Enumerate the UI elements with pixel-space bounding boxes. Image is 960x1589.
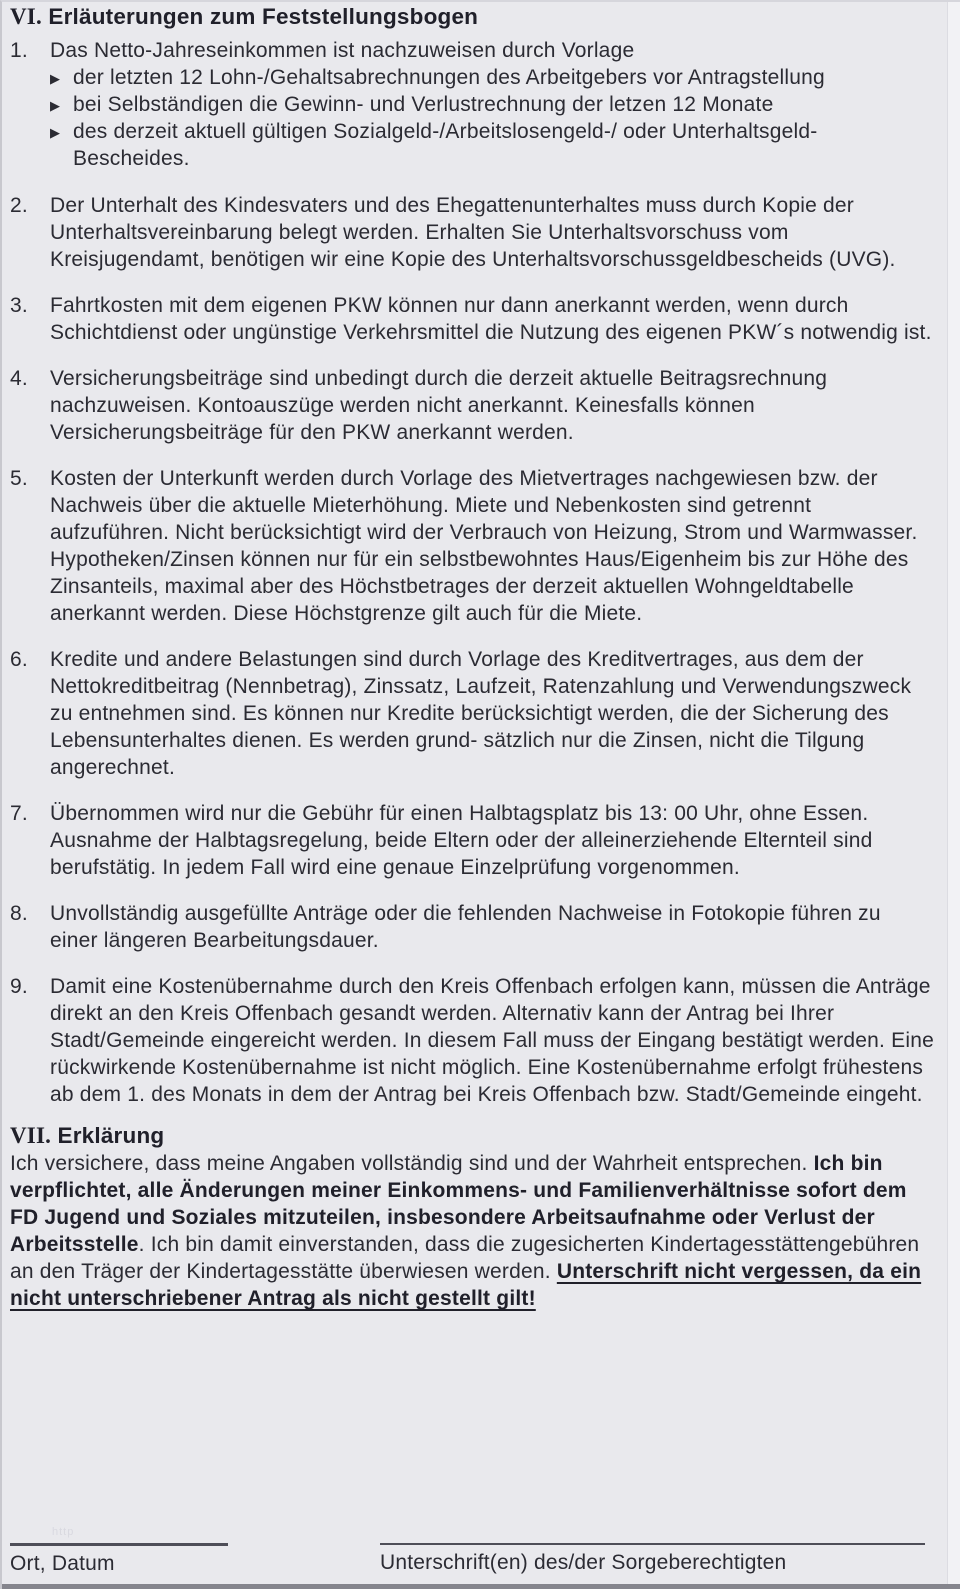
bullet-item <box>50 91 934 118</box>
bullet-list <box>50 64 934 172</box>
section-vi-title: Erläuterungen zum Feststellungsbogen <box>41 4 479 29</box>
signature-line-place-date <box>10 1543 228 1546</box>
item-text: Kredite und andere Belastungen sind durch Vorlage des Kreditvertrages, aus dem der Nettokreditbeitrag (Nennbetrag), Zinssatz, Laufzeit, Ratenzahlung und Verwendungszweck zu entnehmen sind. Es können nur Kredite berücksichtigt werden, die der Sicherung des Lebensunterhaltes dienen. Es werden grund- sätzlich nur die Zinsen, nicht die Tilgung angerechnet. <box>50 648 912 779</box>
bullet-text: bei Selbständigen die Gewinn- und Verlustrechnung der letzen 12 Monate <box>73 93 774 116</box>
signature-area <box>10 1526 934 1589</box>
section-vi-heading <box>10 4 934 30</box>
list-item-1 <box>10 37 934 172</box>
list-item-6 <box>10 646 934 781</box>
watermark-text: http <box>52 1526 75 1538</box>
section-vi-numeral: VI. <box>10 4 42 29</box>
declaration-run-4-bold-underline: Unterschrift nicht vergessen, da ein nicht unterschriebener Antrag als nicht gestellt gilt! <box>10 1260 922 1310</box>
item-text: Das Netto-Jahreseinkommen ist nachzuweisen durch Vorlage <box>50 39 635 62</box>
list-item-4 <box>10 365 934 446</box>
section-vii-heading <box>10 1123 934 1149</box>
bullet-item <box>50 118 934 172</box>
section-vii-numeral: VII. <box>10 1123 52 1148</box>
list-item-5 <box>10 465 934 627</box>
item-number: 3. <box>10 294 28 317</box>
item-text: Unvollständig ausgefüllte Anträge oder die fehlenden Nachweise in Fotokopie führen zu einer längeren Bearbeitungsdauer. <box>50 902 881 952</box>
list-item-2 <box>10 192 934 273</box>
signature-row <box>10 1543 934 1577</box>
item-text: Fahrtkosten mit dem eigenen PKW können nur dann anerkannt werden, wenn durch Schichtdienst oder ungünstige Verkehrsmittel die Nutzung des eigenen PKW´s notwendig ist. <box>50 294 932 344</box>
item-number: 7. <box>10 802 28 825</box>
bullet-item <box>50 64 934 91</box>
list-item-3 <box>10 292 934 346</box>
triangle-bullet-icon: ▶ <box>50 125 61 140</box>
list-item-8 <box>10 900 934 954</box>
item-number: 9. <box>10 975 28 998</box>
declaration-run-2-bold: Ich bin verpflichtet, alle Änderungen meiner Einkommens- und Familienverhältnisse sofort dem FD Jugend und Soziales mitzuteilen, insbesondere Arbeitsaufnahme oder Verlust der Arbeitsstelle <box>10 1152 907 1256</box>
item-text: Übernommen wird nur die Gebühr für einen Halbtagsplatz bis 13: 00 Uhr, ohne Essen. Ausnahme der Halbtagsregelung, beide Eltern oder der alleinerziehende Elternteil sind berufstätig. In jedem Fall wird eine genaue Einzelprüfung vorgenommen. <box>50 802 873 879</box>
list-item-7 <box>10 800 934 881</box>
section-vii-title: Erklärung <box>51 1123 165 1148</box>
signature-label-place-date: Ort, Datum <box>10 1552 115 1575</box>
item-text: Der Unterhalt des Kindesvaters und des Ehegattenunterhaltes muss durch Kopie der Unterhaltsvereinbarung belegt werden. Erhalten Sie Unterhaltsvorschuss vom Kreisjugendamt, benötigen wir eine Kopie des Unterhaltsvorschussgeldbescheids (UVG). <box>50 194 896 271</box>
item-text: Kosten der Unterkunft werden durch Vorlage des Mietvertrages nachgewiesen bzw. der Nachweis über die aktuelle Mieterhöhung. Miete und Nebenkosten sind getrennt aufzuführen. Nicht berücksichtigt wird der Verbrauch von Heizung, Strom und Warmwasser. Hypotheken/Zinsen können nur für ein selbstbewohntes Haus/Eigenheim bis zur Höhe des Zinsanteils, maximal aber des Höchstbetrages der derzeit aktuellen Wohngeldtabelle anerkannt werden. Diese Höchstgrenze gilt auch für die Miete. <box>50 467 918 625</box>
declaration-run-3: . Ich bin damit einverstanden, dass die zugesicherten Kindertagesstättengebühren an den Träger der Kindertagesstätte überwiesen werden. <box>10 1233 920 1283</box>
item-text: Versicherungsbeiträge sind unbedingt durch die derzeit aktuelle Beitragsrechnung nachzuweisen. Kontoauszüge werden nicht anerkannt. Keinesfalls können Versicherungsbeiträge für den PKW anerkannt werden. <box>50 367 828 444</box>
item-text: Damit eine Kostenübernahme durch den Kreis Offenbach erfolgen kann, müssen die Anträge direkt an den Kreis Offenbach gesandt werden. Alternativ kann der Antrag bei Ihrer Stadt/Gemeinde eingereicht werden. In diesem Fall muss der Eingang bestätigt werden. Eine rückwirkende Kostenübernahme ist nicht möglich. Eine Kostenübernahme erfolgt frühestens ab dem 1. des Monats in dem der Antrag bei Kreis Offenbach bzw. Stadt/Gemeinde eingeht. <box>50 975 934 1106</box>
item-number: 5. <box>10 467 28 490</box>
signature-block-guardian <box>380 1543 925 1576</box>
scan-bottom-edge-bar <box>2 1584 960 1589</box>
item-number: 6. <box>10 648 28 671</box>
item-number: 1. <box>10 39 28 62</box>
signature-label-guardian: Unterschrift(en) des/der Sorgeberechtigten <box>380 1551 787 1574</box>
signature-block-place-date <box>10 1543 232 1577</box>
item-body <box>50 37 934 172</box>
declaration-paragraph <box>10 1150 934 1312</box>
triangle-bullet-icon: ▶ <box>50 98 61 113</box>
bullet-text: des derzeit aktuell gültigen Sozialgeld-/Arbeitslosengeld-/ oder Unterhaltsgeld-Bescheides. <box>73 120 818 170</box>
signature-line-guardian <box>380 1543 925 1545</box>
declaration-run-1: Ich versichere, dass meine Angaben vollständig sind und der Wahrheit entsprechen. <box>10 1152 814 1175</box>
bullet-text: der letzten 12 Lohn-/Gehaltsabrechnungen des Arbeitgebers vor Antragstellung <box>73 66 825 89</box>
item-number: 2. <box>10 194 28 217</box>
scan-right-margin-strip <box>947 2 960 1589</box>
item-number: 8. <box>10 902 28 925</box>
list-item-9 <box>10 973 934 1108</box>
section-vii <box>10 1123 934 1312</box>
item-number: 4. <box>10 367 28 390</box>
triangle-bullet-icon: ▶ <box>50 71 61 86</box>
